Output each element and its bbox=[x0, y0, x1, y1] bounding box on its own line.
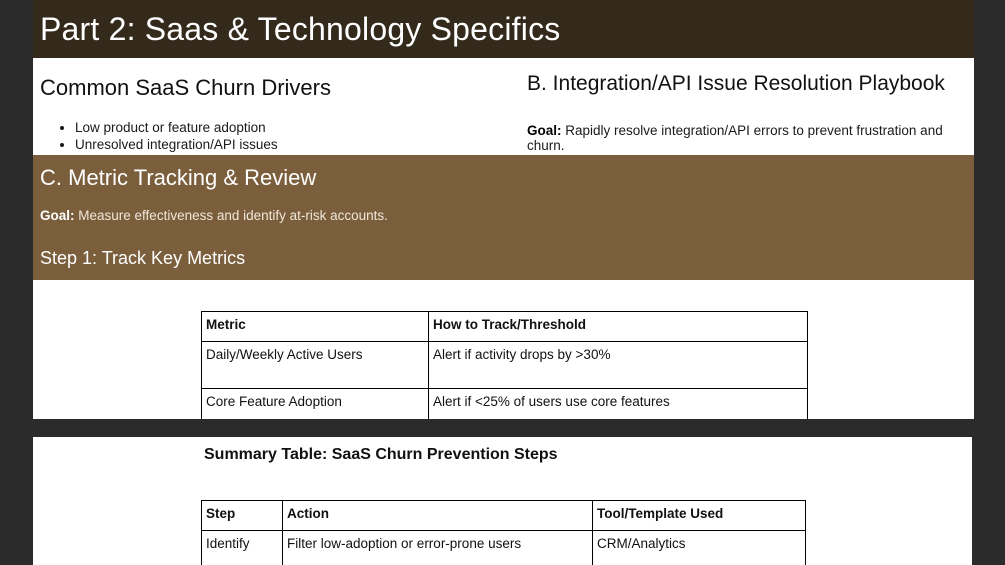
metric-tracking-heading: C. Metric Tracking & Review bbox=[40, 165, 317, 190]
metric-tracking-section bbox=[33, 155, 974, 280]
summary-table bbox=[201, 500, 806, 565]
metric-table bbox=[201, 311, 808, 419]
table-row bbox=[202, 531, 806, 565]
list-item: • Low product or feature adoption bbox=[75, 119, 278, 136]
page-separator bbox=[33, 419, 974, 437]
part-2-title: Part 2: Saas & Technology Specifics bbox=[40, 11, 561, 47]
table-header-row bbox=[202, 312, 808, 342]
table-row bbox=[202, 342, 808, 389]
churn-drivers-heading: Common SaaS Churn Drivers bbox=[40, 75, 331, 100]
table-cell: Filter low-adoption or error-prone users bbox=[283, 531, 593, 565]
column-header: Step bbox=[206, 506, 236, 521]
metric-table-section bbox=[33, 280, 974, 419]
list-item: • Unresolved integration/API issues bbox=[75, 136, 278, 153]
column-header: Tool/Template Used bbox=[597, 506, 724, 521]
table-cell: CRM/Analytics bbox=[593, 531, 806, 565]
document-page-2 bbox=[33, 437, 972, 565]
table-cell: Daily/Weekly Active Users bbox=[202, 342, 429, 389]
document-page bbox=[33, 0, 974, 565]
churn-drivers-list bbox=[53, 119, 278, 153]
summary-table-heading: Summary Table: SaaS Churn Prevention Steps bbox=[204, 446, 558, 463]
metric-tracking-goal bbox=[40, 208, 388, 223]
part-2-banner bbox=[33, 0, 974, 58]
metric-goal-label: Goal: bbox=[40, 208, 75, 223]
metric-step-heading: Step 1: Track Key Metrics bbox=[40, 248, 246, 268]
table-cell: Core Feature Adoption bbox=[202, 389, 429, 420]
playbook-heading: B. Integration/API Issue Resolution Playbook bbox=[527, 72, 945, 95]
column-header: Metric bbox=[206, 317, 246, 332]
playbook-goal bbox=[527, 123, 974, 153]
table-row bbox=[202, 389, 808, 420]
table-cell: Alert if <25% of users use core features bbox=[429, 389, 808, 420]
metric-goal-text: Measure effectiveness and identify at-risk accounts. bbox=[74, 208, 388, 223]
column-header: How to Track/Threshold bbox=[433, 317, 587, 332]
table-cell: Alert if activity drops by >30% bbox=[429, 342, 808, 389]
playbook-goal-label: Goal: bbox=[527, 123, 562, 138]
column-header: Action bbox=[287, 506, 329, 521]
churn-drivers-section bbox=[33, 58, 974, 155]
table-header-row bbox=[202, 501, 806, 531]
table-cell: Identify bbox=[202, 531, 283, 565]
playbook-goal-text: Rapidly resolve integration/API errors to prevent frustration and churn. bbox=[527, 123, 943, 153]
